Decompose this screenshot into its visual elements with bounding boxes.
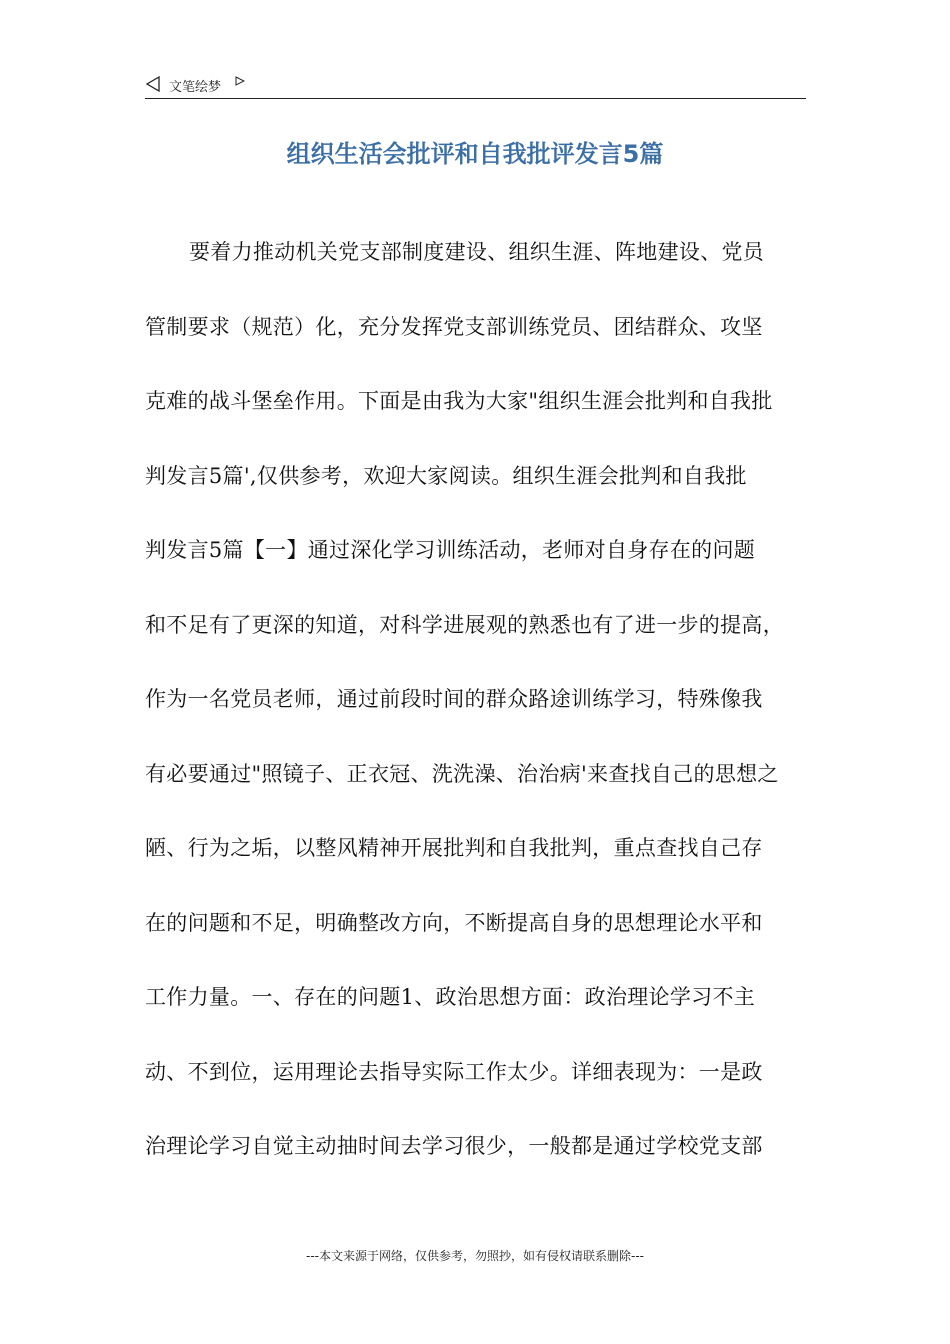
body-line: 动、不到位，运用理论去指导实际工作太少。详细表现为：一是政 (145, 1059, 763, 1084)
body-line: 治理论学习自觉主动抽时间去学习很少，一般都是通过学校党支部 (145, 1134, 763, 1158)
body-line: 有必要通过"照镜子、正衣冠、洗洗澡、治治病'来查找自己的思想之 (145, 761, 779, 786)
page-footer: ---本文来源于网络，仅供参考，勿照抄，如有侵权请联系删除--- (306, 1249, 644, 1263)
body-line: 工作力量。一、存在的问题1、政治思想方面：政治理论学习不主 (145, 985, 756, 1009)
document-body (145, 232, 807, 1201)
document-title: 组织生活会批评和自我批评发言5篇 (286, 140, 664, 168)
body-line: 克难的战斗堡垒作用。下面是由我为大家"组织生涯会批判和自我批 (145, 389, 773, 413)
body-line: 和不足有了更深的知道，对科学进展观的熟悉也有了进一步的提高， (145, 612, 784, 637)
body-line: 在的问题和不足，明确整改方向，不断提高自身的思想理论水平和 (145, 910, 763, 935)
body-line: 判发言5篇',仅供参考，欢迎大家阅读。组织生涯会批判和自我批 (145, 463, 747, 488)
page-header (145, 72, 806, 99)
body-line: 判发言5篇【一】通过深化学习训练活动，老师对自身存在的问题 (145, 538, 756, 562)
triangle-left-outline-icon (145, 76, 161, 92)
body-line: 陋、行为之垢，以整风精神开展批判和自我批判，重点查找自己存 (145, 836, 763, 860)
body-line: 管制要求（规范）化，充分发挥党支部训练党员、团结群众、攻坚 (145, 314, 763, 339)
body-line: 要着力推动机关党支部制度建设、组织生涯、阵地建设、党员 (189, 240, 765, 264)
triangle-right-outline-icon (235, 76, 245, 86)
body-line: 作为一名党员老师，通过前段时间的群众路途训练学习，特殊像我 (145, 687, 763, 711)
header-brand: 文笔绘梦 (169, 80, 222, 95)
